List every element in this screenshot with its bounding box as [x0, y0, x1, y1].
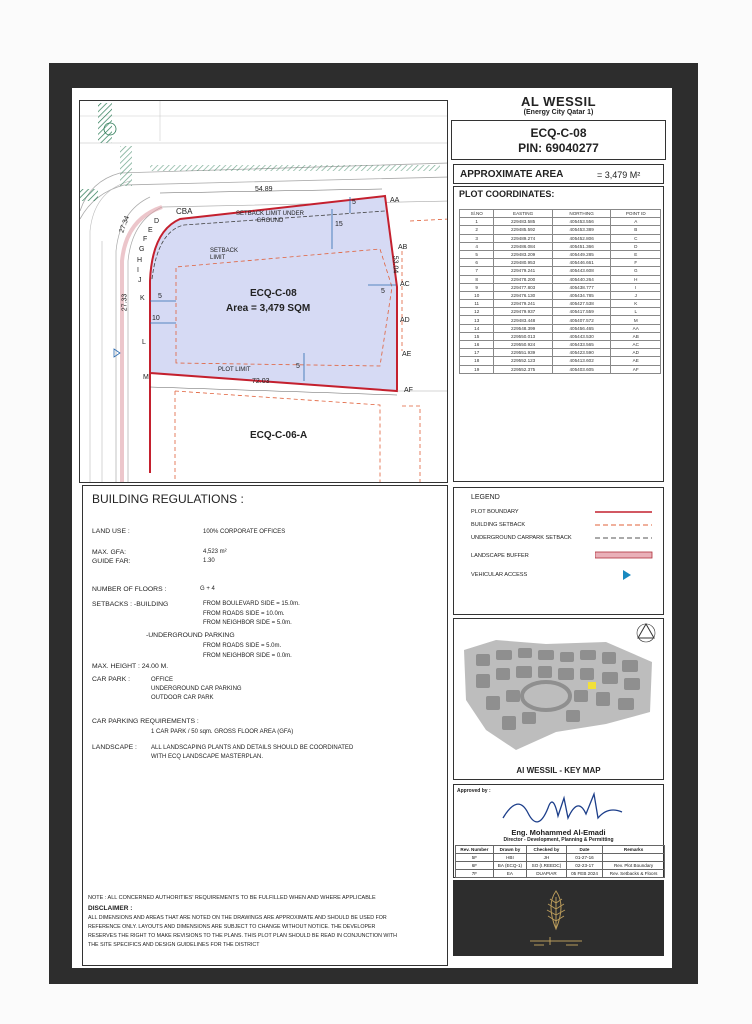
coords-cell: 229550.013 — [494, 332, 552, 340]
revision-cell: HBI — [493, 854, 526, 862]
legend-title: LEGEND — [471, 494, 500, 501]
plot-code: ECQ-C-08 — [530, 126, 587, 140]
coords-cell: 405452.806 — [552, 234, 611, 242]
setback-boulevard: FROM BOULEVARD SIDE = 15.0m. — [203, 601, 300, 607]
setback-5-right: 5 — [381, 288, 385, 295]
coords-cell: 405453.556 — [552, 218, 611, 226]
coords-cell: 229478.200 — [494, 275, 552, 283]
coords-cell: 229483.209 — [494, 250, 552, 258]
coords-cell: 229548.399 — [494, 324, 552, 332]
dim-right: 53.04 — [391, 255, 399, 274]
coords-row — [460, 226, 661, 234]
coords-cell: 405456.465 — [552, 324, 611, 332]
coords-cell: 9 — [460, 283, 494, 291]
legend-swatches — [595, 508, 655, 582]
coords-cell: 229489.274 — [494, 234, 552, 242]
key-map — [456, 620, 661, 760]
revision-cell: Rev. Setbacks & Floors — [603, 870, 665, 878]
revision-cell: JH — [527, 854, 567, 862]
revision-cell: EA — [493, 870, 526, 878]
coords-row — [460, 242, 661, 250]
coords-cell: 229485.592 — [494, 226, 552, 234]
coords-row — [460, 365, 661, 373]
coords-header-cell: Sl.NO — [460, 210, 494, 218]
floors-value: G + 4 — [200, 586, 215, 592]
land-use-label: LAND USE : — [92, 528, 130, 535]
point-h: H — [137, 257, 143, 264]
coords-cell: 405446.661 — [552, 259, 611, 267]
revision-row — [456, 870, 665, 878]
coords-cell: 11 — [460, 300, 494, 308]
coords-cell: 405443.530 — [552, 332, 611, 340]
dim-left: 27.33 — [121, 293, 129, 312]
coords-cell: 5 — [460, 250, 494, 258]
coords-cell: F — [611, 259, 661, 267]
keymap-title: Al WESSIL - KEY MAP — [516, 766, 601, 775]
coords-cell: 18 — [460, 357, 494, 365]
setback-underground-label: SETBACK LIMIT UNDER GROUND — [236, 211, 304, 224]
coords-table — [459, 209, 661, 374]
ug-parking-label: -UNDERGROUND PARKING — [146, 632, 235, 639]
coords-cell: 405413.602 — [552, 357, 611, 365]
point-k: K — [140, 295, 145, 302]
setback-label: SETBACK LIMIT — [210, 248, 239, 261]
revision-table — [455, 845, 665, 878]
dim-bottom: 72.03 — [252, 378, 270, 385]
coords-cell: 6 — [460, 259, 494, 267]
revision-row — [456, 854, 665, 862]
coords-row — [460, 316, 661, 324]
neighbor-label: ECQ-C-06-A — [250, 430, 308, 441]
coords-cell: E — [611, 250, 661, 258]
landscape-value-2: WITH ECQ LANDSCAPE MASTERPLAN. — [151, 754, 264, 760]
coords-cell: 405451.366 — [552, 242, 611, 250]
coords-row — [460, 357, 661, 365]
coords-row — [460, 308, 661, 316]
subtitle: (Energy City Qatar 1) — [523, 109, 594, 116]
point-ac: AC — [400, 281, 410, 288]
landscape-label: LANDSCAPE : — [92, 744, 137, 751]
setback-5-bottom: 5 — [296, 363, 300, 370]
gfa-value: 4,523 m² — [203, 549, 227, 555]
legend-landscape-buffer: LANDSCAPE BUFFER — [471, 553, 529, 559]
coords-header-cell: EASTING — [494, 210, 552, 218]
revision-cell: 01-27-16 — [566, 854, 602, 862]
coords-cell: M — [611, 316, 661, 324]
legend-ug-setback: UNDERGROUND CARPARK SETBACK — [471, 535, 572, 541]
coords-cell: AA — [611, 324, 661, 332]
approver-role: Director - Development, Planning & Permitting — [503, 837, 614, 843]
car-park-underground: UNDERGROUND CAR PARKING — [151, 686, 242, 692]
coords-row — [460, 291, 661, 299]
coords-cell: 2 — [460, 226, 494, 234]
coords-cell: 4 — [460, 242, 494, 250]
coords-cell: 405438.777 — [552, 283, 611, 291]
coords-cell: AF — [611, 365, 661, 373]
coords-cell: AD — [611, 349, 661, 357]
disclaimer-line-2: REFERENCE ONLY. LAYOUTS AND DIMENSIONS ARE SUBJECT TO CHANGE WITHOUT NOTICE. THE DEVELOPER — [88, 924, 376, 930]
revision-cell: SO (I.REEDC) — [527, 862, 567, 870]
coords-cell: 229550.924 — [494, 341, 552, 349]
coords-cell: 10 — [460, 291, 494, 299]
revision-cell: 6F — [456, 862, 494, 870]
title: AL WESSIL — [520, 94, 597, 109]
approver-name: Eng. Mohammed Al-Emadi — [511, 828, 606, 837]
setback-10-left: 10 — [152, 315, 160, 322]
dim-top: 54.89 — [255, 186, 273, 193]
floors-label: NUMBER OF FLOORS : — [92, 586, 167, 593]
coords-cell: 17 — [460, 349, 494, 357]
point-j: J — [138, 277, 142, 284]
coords-cell: 229552.375 — [494, 365, 552, 373]
setback-5-top: 5 — [352, 199, 356, 206]
revision-cell: Rev. Plot Boundary — [603, 862, 665, 870]
far-label: GUIDE FAR: — [92, 558, 131, 565]
point-g: G — [139, 246, 145, 253]
legend-vehicular-access: VEHICULAR ACCESS — [471, 572, 528, 578]
far-value: 1.30 — [203, 558, 215, 564]
coords-cell: AE — [611, 357, 661, 365]
gfa-label: MAX. GFA: — [92, 549, 126, 556]
coords-cell: A — [611, 218, 661, 226]
revision-header-cell: Drawn by — [493, 846, 526, 854]
coords-cell: 405433.565 — [552, 341, 611, 349]
plot-pin: PIN: 69040277 — [518, 141, 599, 155]
revision-cell — [603, 854, 665, 862]
car-park-label: CAR PARK : — [92, 676, 131, 683]
coords-cell: 13 — [460, 316, 494, 324]
coords-cell: 405449.285 — [552, 250, 611, 258]
setbacks-label: SETBACKS : -BUILDING — [92, 601, 169, 608]
revision-header-cell: Remarks — [603, 846, 665, 854]
coords-cell: 405453.389 — [552, 226, 611, 234]
point-cba: CBA — [176, 207, 193, 216]
coords-cell: D — [611, 242, 661, 250]
coords-row — [460, 275, 661, 283]
point-aa: AA — [390, 197, 400, 204]
coords-cell: 405423.590 — [552, 349, 611, 357]
car-parking-req-value: 1 CAR PARK / 50 sqm. GROSS FLOOR AREA (GFA) — [151, 729, 294, 735]
coords-cell: 405417.559 — [552, 308, 611, 316]
point-i: I — [137, 267, 139, 274]
coords-cell: 229486.084 — [494, 242, 552, 250]
coords-cell: L — [611, 308, 661, 316]
coords-cell: G — [611, 267, 661, 275]
coords-cell: 15 — [460, 332, 494, 340]
area-value: = 3,479 M² — [597, 170, 641, 180]
plot-limit-label: PLOT LIMIT — [218, 367, 251, 373]
coords-cell: 19 — [460, 365, 494, 373]
coords-row — [460, 300, 661, 308]
coords-row — [460, 250, 661, 258]
revision-row — [456, 862, 665, 870]
point-f: F — [143, 236, 148, 243]
point-d: D — [154, 218, 160, 225]
site-plan — [79, 100, 448, 483]
coords-cell: 1 — [460, 218, 494, 226]
car-park-office: OFFICE — [151, 677, 173, 683]
setback-roads: FROM ROADS SIDE = 10.0m. — [203, 611, 285, 617]
coords-cell: 229479.937 — [494, 308, 552, 316]
disclaimer-line-3: RESERVES THE RIGHT TO MAKE REVISIONS TO THE PLANS. THIS PLOT PLAN SHOULD BE READ IN CONJUNCTION WITH — [88, 933, 397, 939]
coords-cell: C — [611, 234, 661, 242]
plot-id-box — [451, 120, 666, 160]
coords-row — [460, 324, 661, 332]
coords-cell: I — [611, 283, 661, 291]
coords-cell: 229480.953 — [494, 259, 552, 267]
area-box — [453, 164, 664, 184]
coords-cell: 14 — [460, 324, 494, 332]
coords-cell: 405427.538 — [552, 300, 611, 308]
coords-cell: 12 — [460, 308, 494, 316]
point-m: M — [143, 374, 149, 381]
coords-cell: 229476.130 — [494, 291, 552, 299]
revision-header-cell: Date — [566, 846, 602, 854]
coords-cell: 229552.123 — [494, 357, 552, 365]
regulations-title: BUILDING REGULATIONS : — [92, 492, 244, 506]
revision-cell: 05 FEB 2024 — [566, 870, 602, 878]
point-l: L — [142, 339, 146, 346]
coords-row — [460, 267, 661, 275]
area-label: APPROXIMATE AREA — [460, 169, 564, 180]
disclaimer-title: DISCLAIMER : — [88, 905, 133, 912]
coords-cell: 405443.608 — [552, 267, 611, 275]
coords-cell: 405434.785 — [552, 291, 611, 299]
coords-row — [460, 283, 661, 291]
plot-label: ECQ-C-08 — [250, 288, 297, 299]
signature — [498, 788, 628, 828]
coords-cell: 229479.241 — [494, 300, 552, 308]
setback-neighbor: FROM NEIGHBOR SIDE = 5.0m. — [203, 620, 292, 626]
car-park-outdoor: OUTDOOR CAR PARK — [151, 695, 214, 701]
legend-building-setback: BUILDING SETBACK — [471, 522, 526, 528]
coords-cell: 229483.448 — [494, 316, 552, 324]
coords-cell: 8 — [460, 275, 494, 283]
coords-header-cell: POINT ID — [611, 210, 661, 218]
coords-row — [460, 349, 661, 357]
approved-by-label: Approved by : — [457, 788, 491, 794]
coords-header-cell: NORTHING — [552, 210, 611, 218]
disclaimer-line-1: ALL DIMENSIONS AND AREAS THAT ARE NOTED ON THE DRAWINGS ARE APPROXIMATE AND SHOULD BE USED FOR — [88, 915, 387, 921]
point-ad: AD — [400, 317, 410, 324]
coords-cell: 229551.939 — [494, 349, 552, 357]
coords-cell: 229483.585 — [494, 218, 552, 226]
revision-cell: BA (ECQ-1) — [493, 862, 526, 870]
coords-cell: 229479.241 — [494, 267, 552, 275]
revision-header-cell: Rev. Number — [456, 846, 494, 854]
disclaimer-line-4: THE SITE SPECIFICS AND DESIGN GUIDELINES FOR THE DISTRICT — [88, 942, 260, 948]
max-height: MAX. HEIGHT : 24.00 M. — [92, 663, 169, 670]
coords-row — [460, 218, 661, 226]
plot-area-label: Area = 3,479 SQM — [226, 303, 311, 314]
coords-cell: 16 — [460, 341, 494, 349]
point-ae: AE — [402, 351, 412, 358]
coords-cell: J — [611, 291, 661, 299]
coords-row — [460, 332, 661, 340]
coords-cell: 7 — [460, 267, 494, 275]
note-line-1: NOTE : ALL CONCERNED AUTHORITIES' REQUIREMENTS TO BE FULFILLED WHEN AND WHERE APPLICABLE — [88, 895, 376, 901]
point-af: AF — [404, 387, 413, 394]
revision-cell: DUAPIAR — [527, 870, 567, 878]
setback-5-left: 5 — [158, 293, 162, 300]
coords-cell: 405403.605 — [552, 365, 611, 373]
dim-arc: 27.34 — [118, 215, 132, 234]
landscape-value-1: ALL LANDSCAPING PLANTS AND DETAILS SHOULD BE COORDINATED — [151, 745, 354, 751]
coords-title: PLOT COORDINATES: — [459, 189, 555, 199]
coords-row — [460, 259, 661, 267]
logo-icon — [526, 885, 586, 953]
revision-cell: 5F — [456, 854, 494, 862]
car-parking-req-label: CAR PARKING REQUIREMENTS : — [92, 718, 199, 725]
ug-neighbor: FROM NEIGHBOR SIDE = 0.0m. — [203, 653, 292, 659]
coords-cell: 405440.264 — [552, 275, 611, 283]
coords-cell: B — [611, 226, 661, 234]
coords-row — [460, 234, 661, 242]
coords-cell: H — [611, 275, 661, 283]
ug-roads: FROM ROADS SIDE = 5.0m. — [203, 643, 282, 649]
coords-cell: 3 — [460, 234, 494, 242]
coords-cell: 405407.572 — [552, 316, 611, 324]
regulations-box — [82, 485, 448, 966]
land-use-value: 100% CORPORATE OFFICES — [203, 529, 286, 535]
legend-plot-boundary: PLOT BOUNDARY — [471, 509, 519, 515]
revision-cell: 02-23-17 — [566, 862, 602, 870]
point-ab: AB — [398, 244, 408, 251]
coords-cell: 229477.803 — [494, 283, 552, 291]
coords-row — [460, 341, 661, 349]
revision-cell: 7F — [456, 870, 494, 878]
coords-cell: AB — [611, 332, 661, 340]
coords-cell: AC — [611, 341, 661, 349]
setback-15: 15 — [335, 221, 343, 228]
revision-header-cell: Checked by — [527, 846, 567, 854]
point-e: E — [148, 227, 153, 234]
coords-cell: K — [611, 300, 661, 308]
